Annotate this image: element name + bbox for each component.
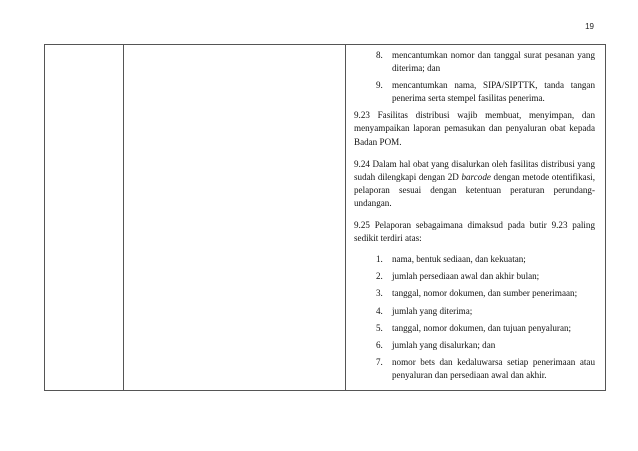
list-item: [376, 356, 595, 382]
list-item-text: jumlah yang diterima;: [392, 305, 473, 316]
list-item: [376, 49, 595, 75]
list-item-number: 7.: [376, 356, 383, 367]
list-item: [376, 253, 595, 266]
list-item: [376, 270, 595, 283]
table-cell-second: [124, 45, 346, 391]
paragraph-9-24: [354, 158, 595, 210]
table-cell-content: [346, 45, 606, 391]
list-item-text: jumlah persediaan awal dan akhir bulan;: [392, 271, 540, 282]
content-block: [346, 45, 605, 390]
list-item-number: 9.: [376, 80, 383, 91]
paragraph-9-23: 9.23 Fasilitas distribusi wajib membuat, menyimpan, dan menyampaikan laporan pemasukan dan penyaluran obat kepada Badan POM.: [354, 110, 595, 147]
list-item-text: nama, bentuk sediaan, dan kekuatan;: [392, 254, 526, 265]
list-item-number: 4.: [376, 305, 383, 316]
list-item-text: nomor bets dan kedaluwarsa setiap penerimaan atau penyaluran dan persediaan awal dan akhir.: [392, 356, 595, 380]
paragraph-9-25: 9.25 Pelaporan sebagaimana dimaksud pada butir 9.23 paling sedikit terdiri atas:: [354, 220, 595, 244]
list-item: [376, 305, 595, 318]
list-item-text: tanggal, nomor dokumen, dan tujuan penyaluran;: [392, 322, 572, 333]
list-item: [376, 287, 595, 300]
list-item-text: mencantumkan nomor dan tanggal surat pesanan yang diterima; dan: [392, 50, 595, 74]
numbered-list-a: [376, 49, 595, 105]
list-item-number: 6.: [376, 339, 383, 350]
list-item: [376, 339, 595, 352]
list-item-text: tanggal, nomor dokumen, dan sumber penerimaan;: [392, 288, 578, 299]
list-item: [376, 79, 595, 105]
regulation-table: [44, 44, 606, 391]
page-number: 19: [585, 22, 594, 31]
list-item-number: 5.: [376, 322, 383, 333]
list-item-number: 1.: [376, 254, 383, 265]
list-item-text: mencantumkan nama, SIPA/SIPTTK, tanda tangan penerima serta stempel fasilitas penerima.: [392, 80, 595, 104]
table-cell-first: [45, 45, 124, 391]
list-item-number: 8.: [376, 50, 383, 60]
list-item: [376, 322, 595, 335]
list-item-number: 3.: [376, 288, 383, 299]
list-item-text: jumlah yang disalurkan; dan: [392, 339, 496, 350]
paragraph-9-24-italic: barcode: [461, 171, 491, 182]
numbered-list-b: [376, 253, 595, 382]
paragraph-9-24-before: 9.24 Dalam hal obat yang disalurkan oleh fasilitas distribusi yang sudah dilengkapi dengan 2D: [354, 158, 595, 182]
paragraph-9-24-after: dengan metode otentifikasi, pelaporan sesuai dengan ketentuan peraturan perundang-undangan.: [354, 171, 595, 208]
list-item-number: 2.: [376, 271, 383, 282]
table-row: [45, 45, 606, 391]
